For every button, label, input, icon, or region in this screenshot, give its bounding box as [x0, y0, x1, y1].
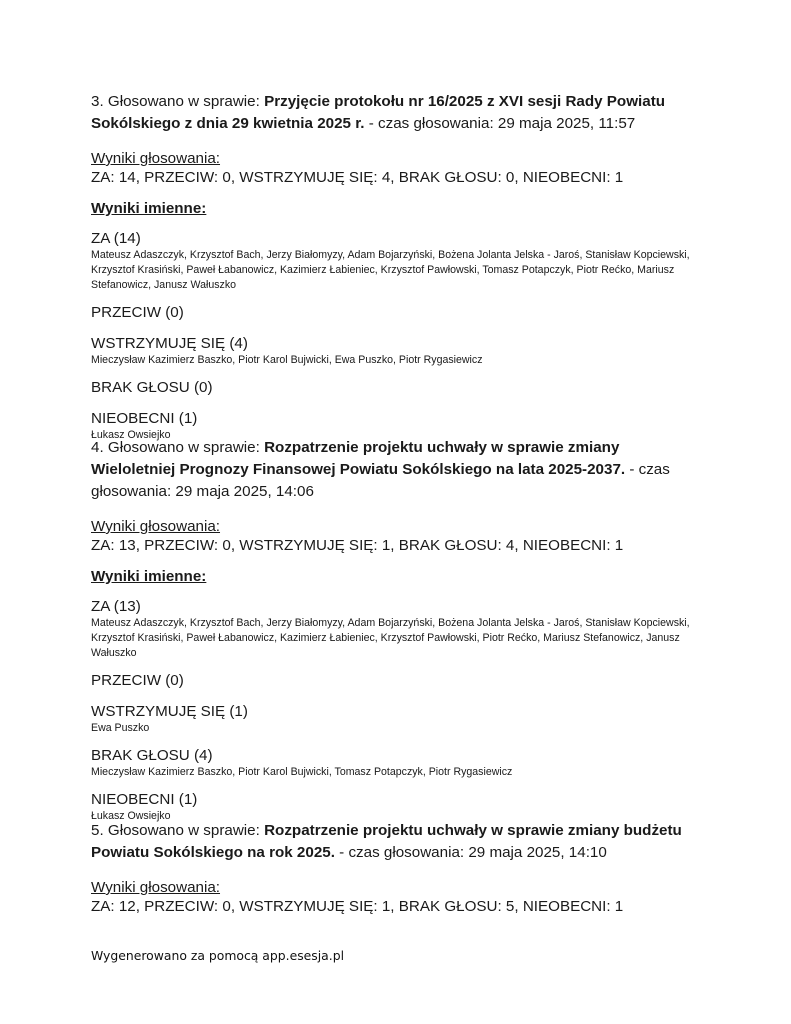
- vote-heading: [91, 437, 701, 503]
- vote-prefix: Głosowano w sprawie:: [107, 93, 260, 110]
- vote-number: 5.: [91, 822, 104, 839]
- group-names-brak-glosu: Mieczysław Kazimierz Baszko, Piotr Karol Bujwicki, Tomasz Potapczyk, Piotr Rygasiewicz: [91, 766, 513, 778]
- vote-prefix: Głosowano w sprawie:: [107, 822, 260, 839]
- group-title-brak-glosu: BRAK GŁOSU (0): [91, 379, 213, 396]
- vote-subject: Rozpatrzenie projektu uchwały w sprawie zmiany budżetu Powiatu Sokólskiego na rok 2025.: [91, 822, 682, 861]
- named-results-heading: Wyniki imienne:: [91, 200, 207, 217]
- vote-5: [91, 820, 701, 916]
- group-title-brak-glosu: BRAK GŁOSU (4): [91, 747, 213, 764]
- group-names-nieobecni: Łukasz Owsiejko: [91, 429, 171, 441]
- results-summary: ZA: 13, PRZECIW: 0, WSTRZYMUJĘ SIĘ: 1, BRAK GŁOSU: 4, NIEOBECNI: 1: [91, 537, 624, 554]
- group-title-przeciw: PRZECIW (0): [91, 672, 184, 689]
- group-title-nieobecni: NIEOBECNI (1): [91, 410, 198, 427]
- vote-subject: Rozpatrzenie projektu uchwały w sprawie zmiany Wieloletniej Prognozy Finansowej Powiatu Sokólskiego na lata 2025-2037.: [91, 439, 626, 478]
- vote-number: 3.: [91, 93, 104, 110]
- results-label: Wyniki głosowania:: [91, 518, 221, 535]
- vote-3: [91, 91, 701, 443]
- results-label: Wyniki głosowania:: [91, 879, 221, 896]
- named-results-heading: Wyniki imienne:: [91, 568, 207, 585]
- vote-prefix: Głosowano w sprawie:: [107, 439, 260, 456]
- vote-time: - czas głosowania: 29 maja 2025, 14:06: [91, 461, 670, 500]
- vote-time: - czas głosowania: 29 maja 2025, 11:57: [368, 115, 636, 132]
- results-summary: ZA: 12, PRZECIW: 0, WSTRZYMUJĘ SIĘ: 1, BRAK GŁOSU: 5, NIEOBECNI: 1: [91, 898, 624, 915]
- vote-subject: Przyjęcie protokołu nr 16/2025 z XVI sesji Rady Powiatu Sokólskiego z dnia 29 kwietnia 2025 r.: [91, 93, 666, 132]
- group-title-wstrzymuje: WSTRZYMUJĘ SIĘ (1): [91, 703, 248, 720]
- vote-number: 4.: [91, 439, 104, 456]
- vote-heading: [91, 91, 701, 135]
- group-names-wstrzymuje: Mieczysław Kazimierz Baszko, Piotr Karol Bujwicki, Ewa Puszko, Piotr Rygasiewicz: [91, 354, 483, 366]
- group-title-nieobecni: NIEOBECNI (1): [91, 791, 198, 808]
- vote-4: [91, 437, 701, 824]
- results-summary: ZA: 14, PRZECIW: 0, WSTRZYMUJĘ SIĘ: 4, BRAK GŁOSU: 0, NIEOBECNI: 1: [91, 169, 624, 186]
- vote-time: - czas głosowania: 29 maja 2025, 14:10: [339, 844, 607, 861]
- vote-heading: [91, 820, 701, 864]
- group-names-za: Mateusz Adaszczyk, Krzysztof Bach, Jerzy Białomyzy, Adam Bojarzyński, Bożena Jolanta Jelska - Jaroś, Stanisław Kopciewski, Krzysztof Krasiński, Paweł Łabanowicz, Kazimierz Łabieniec, Krzysztof Pawłowski, Tomasz Potapczyk, Piotr Rećko, Mariusz Stefanowicz, Janusz Wałuszko: [91, 249, 690, 291]
- group-title-przeciw: PRZECIW (0): [91, 304, 184, 321]
- group-title-za: ZA (14): [91, 230, 141, 247]
- group-names-za: Mateusz Adaszczyk, Krzysztof Bach, Jerzy Białomyzy, Adam Bojarzyński, Bożena Jolanta Jelska - Jaroś, Stanisław Kopciewski, Krzysztof Krasiński, Paweł Łabanowicz, Kazimierz Łabieniec, Krzysztof Pawłowski, Piotr Rećko, Mariusz Stefanowicz, Janusz Wałuszko: [91, 617, 690, 659]
- group-title-za: ZA (13): [91, 598, 141, 615]
- group-names-nieobecni: Łukasz Owsiejko: [91, 810, 171, 822]
- results-label: Wyniki głosowania:: [91, 150, 221, 167]
- page-footer: Wygenerowano za pomocą app.esesja.pl: [91, 948, 345, 963]
- group-names-wstrzymuje: Ewa Puszko: [91, 722, 150, 734]
- group-title-wstrzymuje: WSTRZYMUJĘ SIĘ (4): [91, 335, 248, 352]
